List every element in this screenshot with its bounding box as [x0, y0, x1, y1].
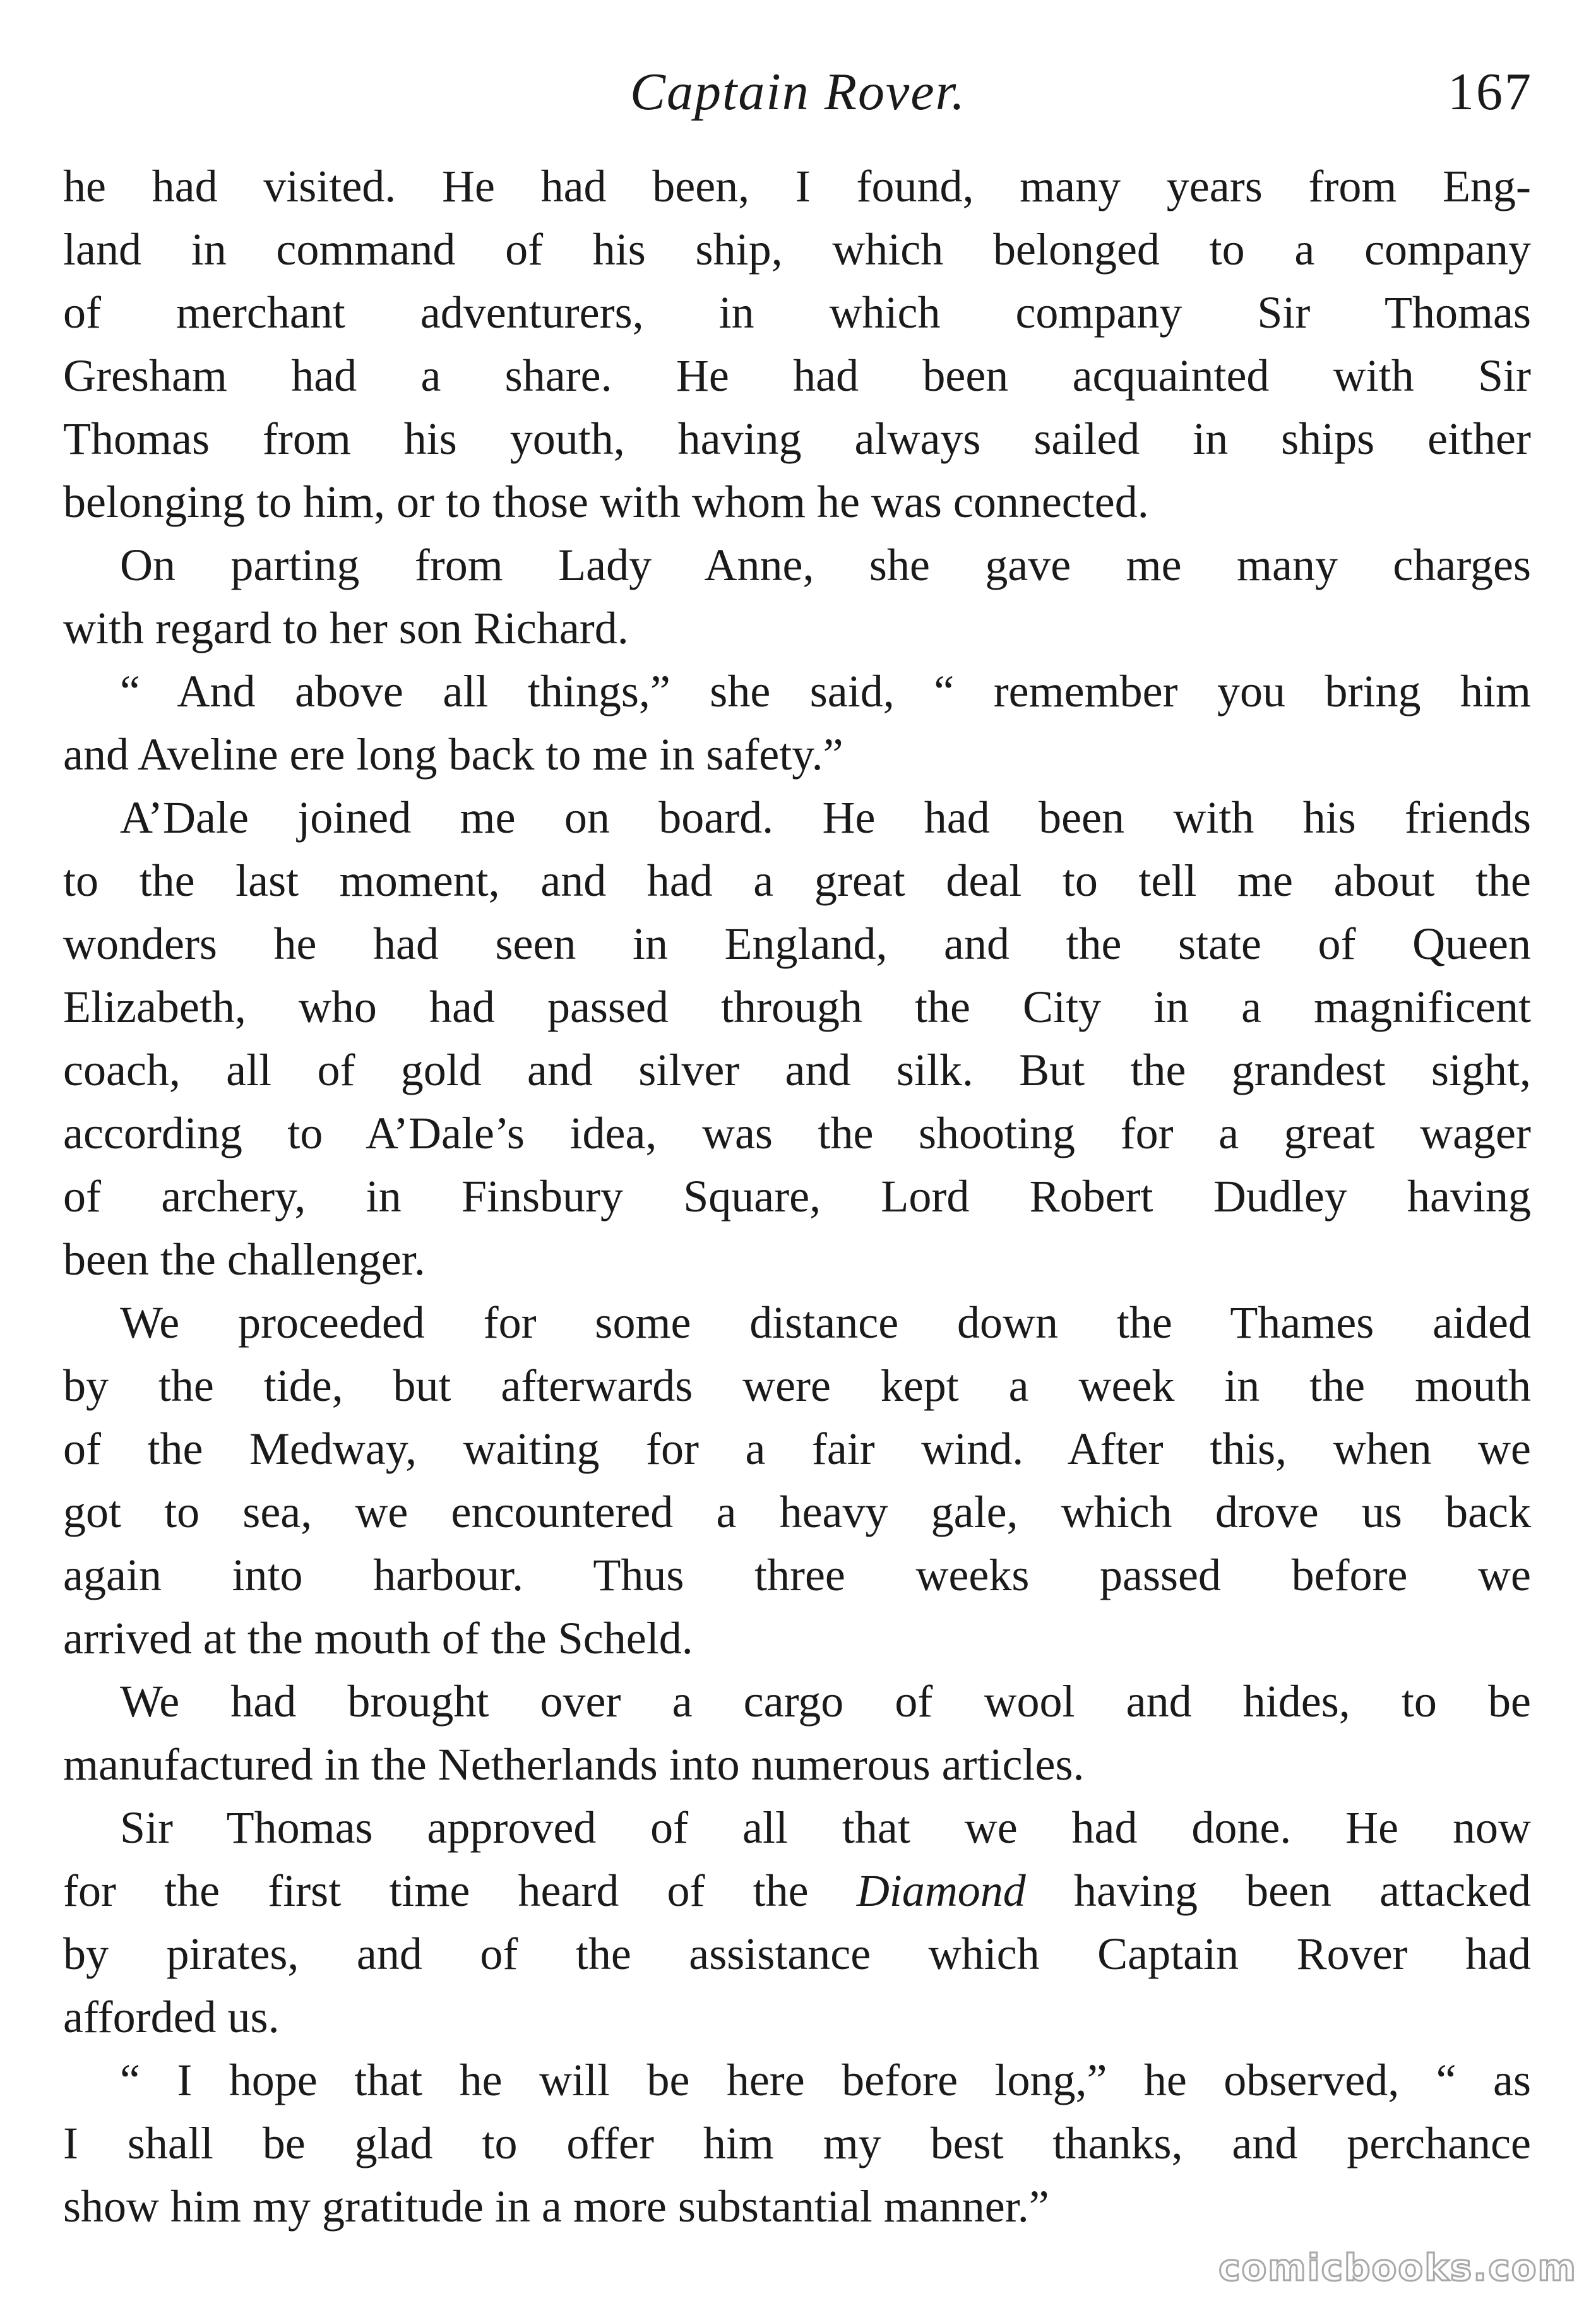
text-line: and Aveline ere long back to me in safety.” — [63, 729, 843, 780]
paragraph — [63, 533, 1531, 660]
body-text — [63, 155, 1531, 2238]
paragraph — [63, 2049, 1531, 2238]
text-line: to the last moment, and had a great deal to tell me about the — [63, 855, 1531, 906]
watermark: comicbooks.com — [1218, 2246, 1577, 2289]
text-line: arrived at the mouth of the Scheld. — [63, 1613, 693, 1663]
running-head — [0, 61, 1596, 124]
ship-name: Diamond — [856, 1865, 1026, 1916]
text-line: belonging to him, or to those with whom he was connected. — [63, 477, 1149, 527]
text-line: again into harbour. Thus three weeks passed before we — [63, 1550, 1531, 1600]
text-line: Sir Thomas approved of all that we had done. He now — [120, 1802, 1531, 1853]
text-line: I shall be glad to offer him my best thanks, and perchance — [63, 2118, 1531, 2168]
text-line: We proceeded for some distance down the Thames aided — [120, 1297, 1531, 1348]
text-line: A’Dale joined me on board. He had been with his friends — [120, 792, 1531, 843]
text-line: “ I hope that he will be here before long,” he observed, “ as — [120, 2055, 1531, 2105]
text-line: according to A’Dale’s idea, was the shooting for a great wager — [63, 1108, 1531, 1158]
text-line: We had brought over a cargo of wool and hides, to be — [120, 1676, 1531, 1727]
text-line: afforded us. — [63, 1992, 280, 2042]
text-line: “ And above all things,” she said, “ remember you bring him — [120, 666, 1531, 717]
text-line: been the challenger. — [63, 1234, 426, 1285]
text-line: coach, all of gold and silver and silk. But the grandest sight, — [63, 1045, 1531, 1095]
text-line: show him my gratitude in a more substantial manner.” — [63, 2181, 1049, 2232]
text-line: got to sea, we encountered a heavy gale, which drove us back — [63, 1487, 1531, 1537]
text-line: with regard to her son Richard. — [63, 603, 629, 653]
text-line: Elizabeth, who had passed through the City in a magnificent — [63, 982, 1531, 1032]
text-line — [63, 1859, 1531, 1922]
text-line: manufactured in the Netherlands into numerous articles. — [63, 1739, 1085, 1790]
text-line: by pirates, and of the assistance which Captain Rover had — [63, 1929, 1531, 1979]
running-title: Captain Rover. — [630, 62, 966, 121]
text-fragment: for the first time heard of the — [63, 1865, 809, 1916]
text-line: of the Medway, waiting for a fair wind. After this, when we — [63, 1424, 1531, 1474]
page-number: 167 — [1448, 62, 1533, 121]
text-line: of archery, in Finsbury Square, Lord Robert Dudley having — [63, 1171, 1531, 1222]
text-line: he had visited. He had been, I found, many years from Eng- — [63, 161, 1531, 211]
text-fragment: having been attacked — [1073, 1865, 1532, 1916]
text-line: of merchant adventurers, in which company Sir Thomas — [63, 287, 1531, 338]
paragraph — [63, 660, 1531, 786]
text-line: Gresham had a share. He had been acquainted with Sir — [63, 350, 1531, 401]
text-line: land in command of his ship, which belonged to a company — [63, 224, 1531, 275]
text-line: wonders he had seen in England, and the state of Queen — [63, 919, 1531, 969]
paragraph — [63, 1796, 1531, 2049]
paragraph — [63, 786, 1531, 1291]
text-line: On parting from Lady Anne, she gave me many charges — [120, 540, 1531, 590]
text-line: by the tide, but afterwards were kept a week in the mouth — [63, 1360, 1531, 1411]
paragraph — [63, 1670, 1531, 1796]
paragraph — [63, 1291, 1531, 1670]
text-line: Thomas from his youth, having always sailed in ships either — [63, 413, 1531, 464]
paragraph — [63, 155, 1531, 533]
